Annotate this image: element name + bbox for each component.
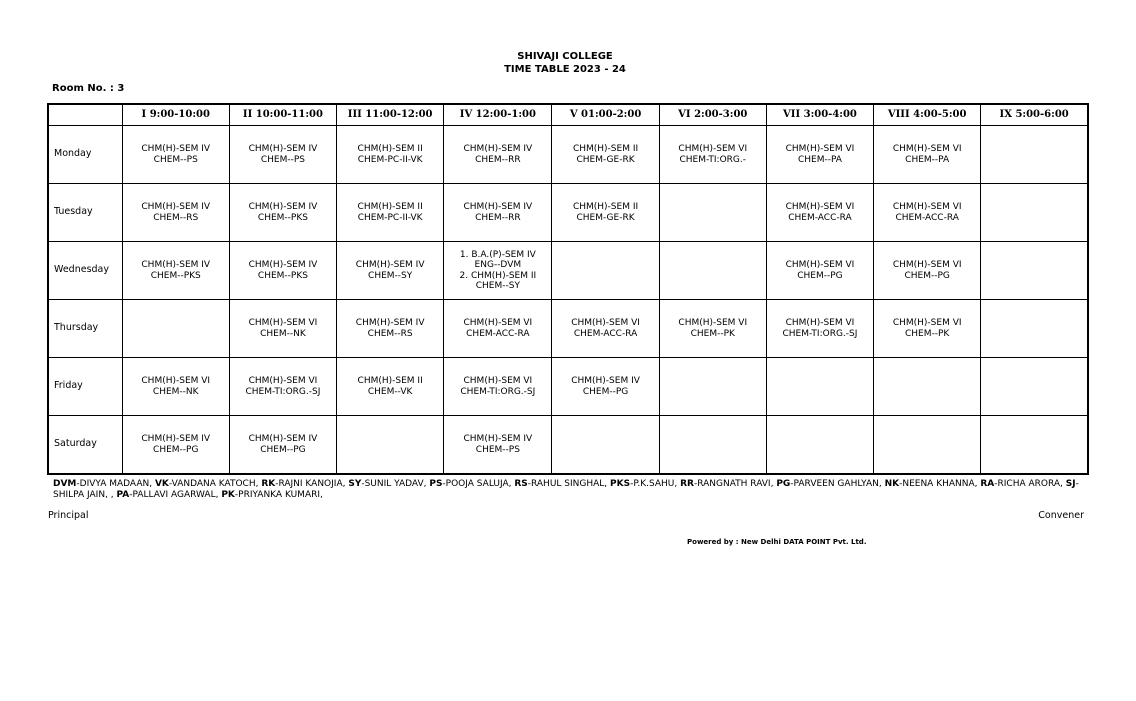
timetable-cell [444,300,552,358]
cell-line: CHEM--RR [475,212,521,223]
cell-line: CHEM--PA [905,154,950,165]
timetable-cell [229,416,336,475]
legend-name: -POOJA SALUJA, [442,479,515,489]
legend-code: PKS [610,479,631,489]
legend-name: -RICHA ARORA, [994,479,1066,489]
cell-line: CHM(H)-SEM VI [785,260,855,270]
timetable-cell [122,300,229,358]
timetable-cell [766,126,873,184]
legend-name: -VANDANA KATOCH, [168,479,262,489]
day-label: Tuesday [48,184,122,242]
cell-line: CHEM--PG [904,270,950,281]
cell-line: CHEM--PS [475,444,520,455]
timetable-cell [981,358,1088,416]
cell-line: CHEM--PKS [257,212,308,223]
timetable-row [48,416,1088,475]
legend-name: -NEENA KHANNA, [899,479,981,489]
timetable-cell [874,242,981,300]
cell-line: CHM(H)-SEM VI [785,202,855,212]
cell-line: CHM(H)-SEM IV [141,144,211,154]
cell-line: CHEM-GE-RK [576,154,635,165]
cell-line: CHM(H)-SEM VI [785,144,855,154]
day-label: Wednesday [48,242,122,300]
column-header: VIII 4:00-5:00 [874,104,981,126]
cell-line: CHEM-ACC-RA [895,212,959,223]
cell-line: CHM(H)-SEM VI [463,318,533,328]
timetable-row [48,300,1088,358]
column-header: IV 12:00-1:00 [444,104,552,126]
cell-line: CHEM--VK [367,386,413,397]
timetable-cell [444,358,552,416]
cell-line: CHEM--PK [690,328,735,339]
cell-line: CHM(H)-SEM VI [892,318,962,328]
timetable-cell [444,416,552,475]
legend-name: -RAJNI KANOJIA, [275,479,349,489]
timetable-cell [122,358,229,416]
cell-line: CHEM--RS [153,212,199,223]
cell-line: CHEM--PKS [150,270,201,281]
legend-name: -RAHUL SINGHAL, [527,479,611,489]
timetable-cell [981,300,1088,358]
cell-line: CHEM-TI:ORG.- [679,154,747,165]
cell-line: CHM(H)-SEM II [357,376,423,386]
legend-code: RA [980,479,995,489]
cell-line: CHEM-ACC-RA [788,212,852,223]
legend-code: VK [154,479,169,489]
column-header: II 10:00-11:00 [229,104,336,126]
cell-line: CHEM-TI:ORG.-SJ [245,386,321,397]
day-label: Friday [48,358,122,416]
timetable-cell [444,242,552,300]
timetable-cell [659,184,766,242]
cell-line: CHEM--PKS [257,270,308,281]
legend-name: -P.K.SAHU, [630,479,681,489]
legend-code: SY [348,479,362,489]
timetable-cell [337,358,444,416]
cell-line: CHM(H)-SEM VI [571,318,640,328]
cell-line: CHM(H)-SEM VI [892,260,962,270]
cell-line: CHM(H)-SEM IV [141,202,211,212]
cell-line: CHM(H)-SEM IV [141,434,211,444]
cell-line: CHEM--PG [260,444,306,455]
day-label: Thursday [48,300,122,358]
timetable-cell [659,126,766,184]
cell-line: CHM(H)-SEM VI [678,318,748,328]
timetable-cell [552,358,659,416]
cell-line: CHEM--NK [152,386,199,397]
timetable-cell [874,358,981,416]
cell-line: 2. CHM(H)-SEM II [459,270,537,281]
timetable-cell [552,184,659,242]
cell-line: CHM(H)-SEM IV [141,260,211,270]
timetable-row [48,184,1088,242]
column-header: VI 2:00-3:00 [659,104,766,126]
timetable-cell [444,126,552,184]
timetable-cell [552,416,659,475]
cell-line: CHM(H)-SEM IV [248,144,318,154]
timetable-title: TIME TABLE 2023 - 24 [504,64,626,75]
legend-name: -RANGNATH RAVI, [693,479,777,489]
cell-line: CHEM--PG [582,386,629,397]
cell-line: CHM(H)-SEM IV [463,434,533,444]
legend-name: -SUNIL YADAV, [361,479,430,489]
timetable-cell [874,416,981,475]
legend-code: PK [221,490,235,500]
timetable-cell [552,126,659,184]
day-label: Monday [48,126,122,184]
column-header: III 11:00-12:00 [337,104,444,126]
timetable-cell [766,358,873,416]
cell-line: CHM(H)-SEM IV [248,260,318,270]
timetable-cell [659,358,766,416]
timetable-cell [337,300,444,358]
timetable-grid [47,103,1089,475]
header-row [48,104,1088,126]
legend-code: PS [429,479,443,489]
cell-line: CHEM-PC-II-VK [357,154,423,165]
cell-line: ENG--DVM [474,260,522,270]
column-header: VII 3:00-4:00 [766,104,873,126]
cell-line: CHEM--PA [797,154,842,165]
timetable-cell [337,184,444,242]
column-header: IX 5:00-6:00 [981,104,1088,126]
timetable-cell [874,126,981,184]
cell-line: 1. B.A.(P)-SEM IV [459,249,536,260]
cell-line: CHEM-ACC-RA [466,328,530,339]
legend-name: -PARVEEN GAHLYAN, [790,479,885,489]
cell-line: CHM(H)-SEM VI [678,144,748,154]
timetable-row [48,126,1088,184]
cell-line: CHM(H)-SEM VI [141,376,211,386]
cell-line: CHM(H)-SEM IV [463,144,533,154]
timetable-cell [122,416,229,475]
cell-line: CHM(H)-SEM II [572,144,639,154]
cell-line: CHM(H)-SEM VI [892,202,962,212]
powered-by-note: Powered by : New Delhi DATA POINT Pvt. Ltd. [687,538,867,546]
legend-name: -SHILPA JAIN, , [53,479,1079,500]
cell-line: CHEM-PC-II-VK [357,212,423,223]
timetable-cell [659,416,766,475]
cell-line: CHM(H)-SEM IV [248,202,318,212]
cell-line: CHM(H)-SEM VI [892,144,962,154]
column-header: I 9:00-10:00 [122,104,229,126]
legend-code: SJ [1065,479,1076,489]
cell-line: CHM(H)-SEM II [357,144,423,154]
timetable-cell [766,416,873,475]
timetable-cell [337,126,444,184]
timetable-cell [122,184,229,242]
cell-line: CHEM--SY [368,270,413,281]
timetable-row [48,242,1088,300]
timetable-cell [766,242,873,300]
timetable-cell [229,184,336,242]
cell-line: CHM(H)-SEM IV [463,202,533,212]
timetable-cell [981,184,1088,242]
cell-line: CHM(H)-SEM II [572,202,639,212]
timetable-cell [552,300,659,358]
timetable-cell [659,242,766,300]
cell-line: CHM(H)-SEM IV [355,260,425,270]
cell-line: CHEM--RS [367,328,413,339]
legend-name: -DIVYA MADAAN, [76,479,155,489]
cell-line: CHEM--PS [153,154,198,165]
timetable-cell [981,416,1088,475]
legend-code: PG [776,479,791,489]
legend-code: RR [680,479,694,489]
timetable-cell [229,358,336,416]
cell-line: CHM(H)-SEM IV [571,376,640,386]
legend-name: -PRIYANKA KUMARI, [234,490,323,500]
timetable-cell [229,300,336,358]
cell-line: CHEM--PS [260,154,306,165]
cell-line: CHM(H)-SEM VI [248,376,318,386]
timetable-cell [122,126,229,184]
timetable-cell [981,242,1088,300]
timetable-cell [229,242,336,300]
college-name: SHIVAJI COLLEGE [517,51,613,62]
cell-line: CHEM--PG [153,444,199,455]
faculty-legend [53,479,1083,501]
timetable-cell [874,184,981,242]
timetable-cell [766,300,873,358]
legend-code: RS [514,479,528,489]
cell-line: CHM(H)-SEM II [357,202,423,212]
legend-code: RK [261,479,276,489]
cell-line: CHEM--RR [475,154,521,165]
cell-line: CHEM-ACC-RA [573,328,638,339]
legend-name: -PALLAVI AGARWAL, [129,490,222,500]
cell-line: CHM(H)-SEM VI [463,376,533,386]
timetable-cell [766,184,873,242]
cell-line: CHEM-TI:ORG.-SJ [460,386,536,397]
legend-code: PA [116,490,130,500]
principal-signature-label: Principal [48,510,89,521]
timetable-row [48,358,1088,416]
day-label: Saturday [48,416,122,475]
cell-line: CHM(H)-SEM IV [355,318,425,328]
cell-line: CHEM--PK [905,328,950,339]
cell-line: CHM(H)-SEM IV [248,434,318,444]
timetable-cell [444,184,552,242]
timetable-cell [981,126,1088,184]
timetable-cell [229,126,336,184]
cell-line: CHEM--PG [797,270,843,281]
timetable-cell [659,300,766,358]
cell-line: CHEM--NK [260,328,306,339]
timetable-cell [552,242,659,300]
timetable-cell [122,242,229,300]
column-header [48,104,122,126]
cell-line: CHEM-TI:ORG.-SJ [782,328,858,339]
legend-code: NK [884,479,900,489]
cell-line: CHM(H)-SEM VI [785,318,855,328]
cell-line: CHEM--SY [475,281,520,291]
cell-line: CHEM-GE-RK [576,212,635,223]
column-header: V 01:00-2:00 [552,104,659,126]
cell-line: CHM(H)-SEM VI [248,318,318,328]
timetable-cell [337,242,444,300]
legend-code: DVM [53,479,77,489]
timetable-cell [874,300,981,358]
room-number: Room No. : 3 [52,83,125,94]
convener-signature-label: Convener [1038,510,1084,521]
timetable-cell [337,416,444,475]
